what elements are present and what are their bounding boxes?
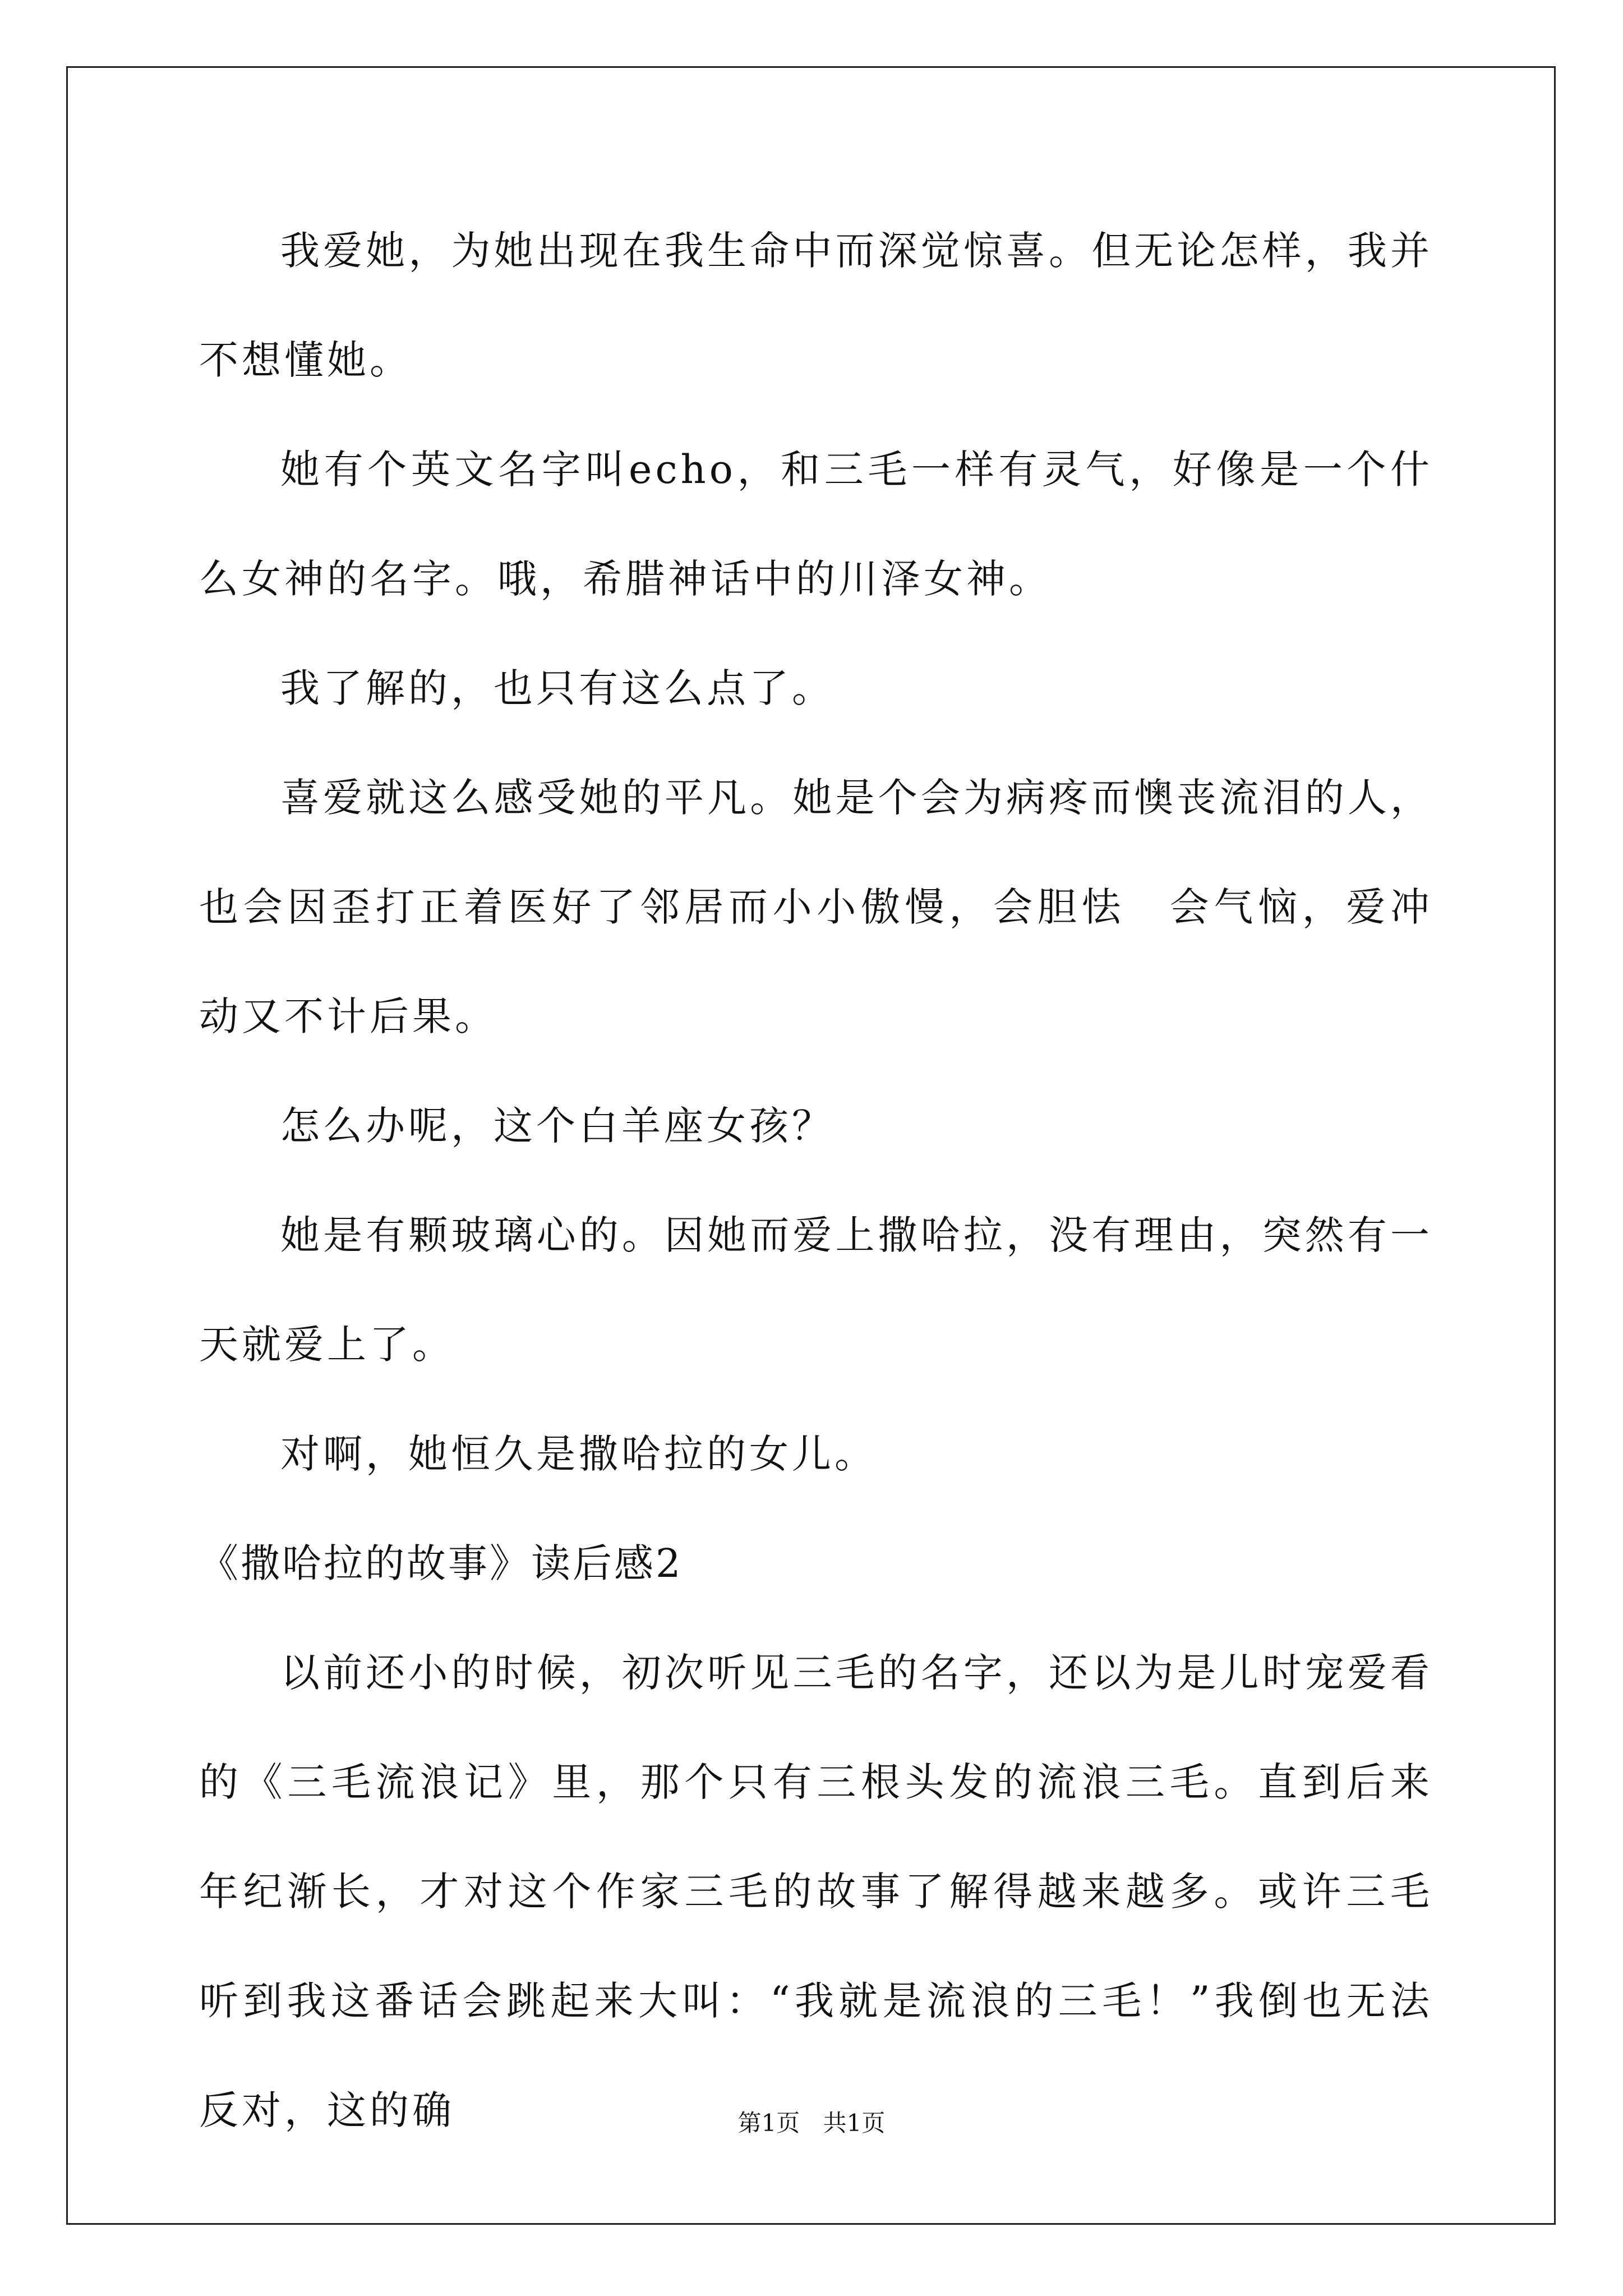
page-footer	[0, 2106, 1623, 2140]
page-number-total: 共1页	[823, 2109, 886, 2137]
paragraph-3: 我了解的，也只有这么点了。	[280, 665, 834, 711]
paragraph-2: 她有个英文名字叫echo，和三毛一样有灵气，好像是一个什么女神的名字。哦，希腊神话中的川泽女神。	[199, 447, 1433, 602]
paragraph-4: 喜爱就这么感受她的平凡。她是个会为病疼而懊丧流泪的人，也会因歪打正着医好了邻居而小小傲慢，会胆怯 会气恼，爱冲动又不计后果。	[199, 775, 1433, 1039]
paragraph-6: 她是有颗玻璃心的。因她而爱上撒哈拉，没有理由，突然有一天就爱上了。	[199, 1212, 1433, 1368]
paragraph-7: 对啊，她恒久是撒哈拉的女儿。	[280, 1431, 877, 1477]
paragraph-8: 以前还小的时候，初次听见三毛的名字，还以为是儿时宠爱看的《三毛流浪记》里，那个只有三根头发的流浪三毛。直到后来年纪渐长，才对这个作家三毛的故事了解得越来越多。或许三毛听到我这番话会跳起来大叫：“我就是流浪的三毛！”我倒也无法反对，这的确	[199, 1650, 1433, 2133]
page-number-current: 第1页	[737, 2109, 800, 2137]
section-heading: 《撒哈拉的故事》读后感2	[199, 1540, 683, 1586]
paragraph-1: 我爱她，为她出现在我生命中而深觉惊喜。但无论怎样，我并不想懂她。	[199, 228, 1433, 383]
paragraph-5: 怎么办呢，这个白羊座女孩？	[280, 1103, 834, 1149]
